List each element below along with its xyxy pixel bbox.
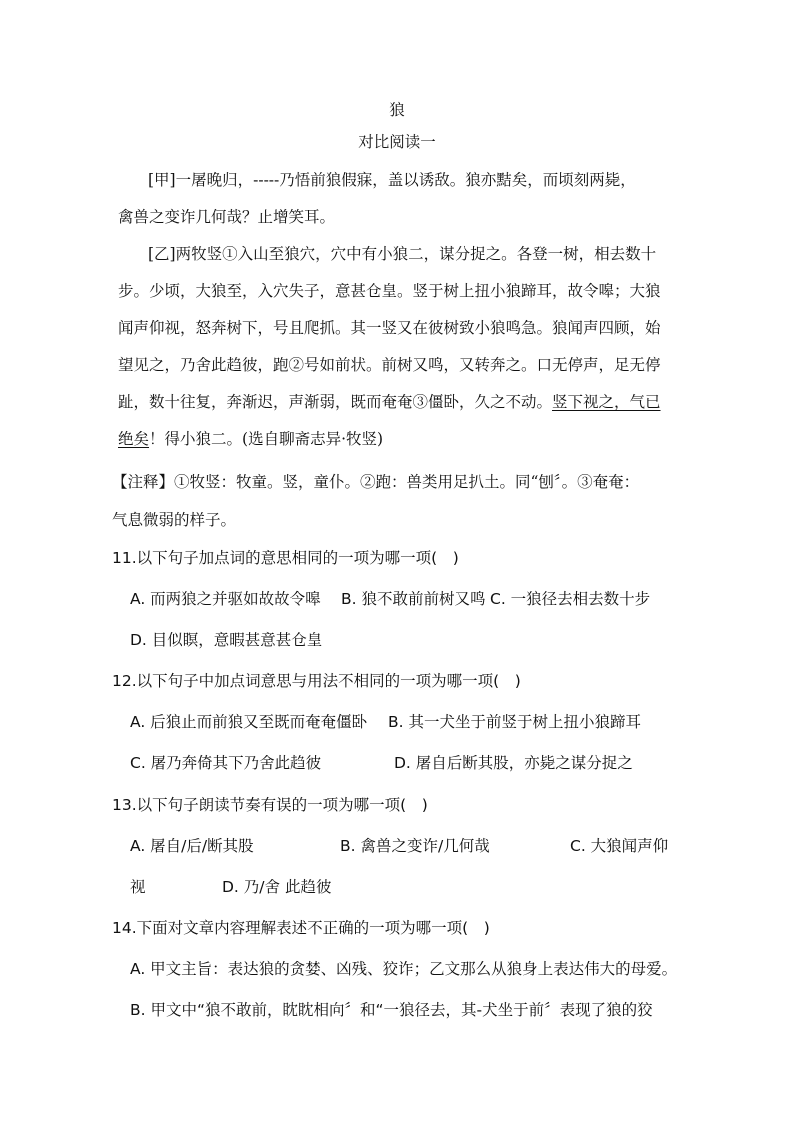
- option-a: A. 后狼止而前狼又至既而奄奄僵卧: [130, 713, 368, 731]
- option-a: A. 而两狼之并驱如故故令嗥: [130, 590, 321, 608]
- option-c: C. 屠乃奔倚其下乃舍此趋彼: [130, 754, 322, 772]
- passage-jia-line: [甲]一屠晚归，-----乃悟前狼假寐，盖以诱敌。狼亦黠矣，而顷刻两毙，: [148, 171, 636, 189]
- option-d: D. 乃/舍 此趋彼: [222, 878, 332, 896]
- option-b: B. 禽兽之变诈/几何哉: [340, 837, 490, 855]
- passage-yi-line: [118, 392, 661, 412]
- underlined-sentence: 绝矣: [118, 430, 150, 448]
- passage-yi-line: 闻声仰视，怒奔树下，号且爬抓。其一竖又在彼树致小狼鸣急。狼闻声四顾，始: [118, 319, 661, 337]
- page-title: 狼: [389, 101, 405, 119]
- passage-yi-line: [118, 429, 383, 449]
- passage-yi-line: 步。少顷，大狼至，入穴失子，意甚仓皇。竖于树上扭小狼蹄耳，故令嗥；大狼: [118, 282, 661, 300]
- option-a: A. 甲文主旨：表达狼的贪婪、凶残、狡诈；乙文那么从狼身上表达伟大的母爱。: [130, 960, 678, 978]
- option-a: A. 屠自/后/断其股: [130, 837, 254, 855]
- passage-yi-line: [乙]两牧竖①入山至狼穴，穴中有小狼二，谋分捉之。各登一树，相去数十: [148, 245, 657, 263]
- option-c: C. 大狼闻声仰: [570, 837, 669, 855]
- option-b: B. 甲文中“狼不敢前，眈眈相向〞和“一狼径去，其-犬坐于前〞表现了狼的狡: [130, 1001, 653, 1019]
- page-subtitle: 对比阅读一: [358, 133, 436, 151]
- passage-yi-line: 望见之，乃舍此趋彼，跑②号如前状。前树又鸣，又转奔之。口无停声，足无停: [118, 356, 661, 374]
- option-d: D. 目似瞑，意暇甚意甚仓皇: [130, 631, 323, 649]
- question-stem: 12.以下句子中加点词意思与用法不相同的一项为哪一项( ): [112, 672, 521, 690]
- question-stem: 11.以下句子加点词的意思相同的一项为哪一项( ): [112, 549, 459, 567]
- question-stem: 14.下面对文章内容理解表述不正确的一项为哪一项( ): [112, 919, 490, 937]
- underlined-sentence: 竖下视之，气已: [552, 393, 661, 411]
- passage-yi-text: ！得小狼二。(选自聊斋志异·牧竖): [149, 430, 384, 448]
- notes-line: 【注释】①牧竖：牧童。竖，童仆。②跑：兽类用足扒土。同“刨〞。③奄奄：: [112, 473, 640, 491]
- option-c: C. 一狼径去相去数十步: [490, 590, 651, 608]
- option-c-continued: 视: [130, 878, 146, 896]
- option-b: B. 狼不敢前前树又鸣: [341, 590, 486, 608]
- notes-line: 气息微弱的样子。: [112, 511, 237, 529]
- option-d: D. 屠自后断其股，亦毙之谋分捉之: [394, 754, 633, 772]
- option-b: B. 其一犬坐于前竖于树上扭小狼蹄耳: [388, 713, 641, 731]
- passage-jia-line: 禽兽之变诈几何哉？止增笑耳。: [118, 208, 336, 226]
- passage-yi-text: 趾，数十往复，奔渐迟，声渐弱，既而奄奄③僵卧，久之不动。: [118, 393, 553, 411]
- question-stem: 13.以下句子朗读节奏有误的一项为哪一项( ): [112, 796, 428, 814]
